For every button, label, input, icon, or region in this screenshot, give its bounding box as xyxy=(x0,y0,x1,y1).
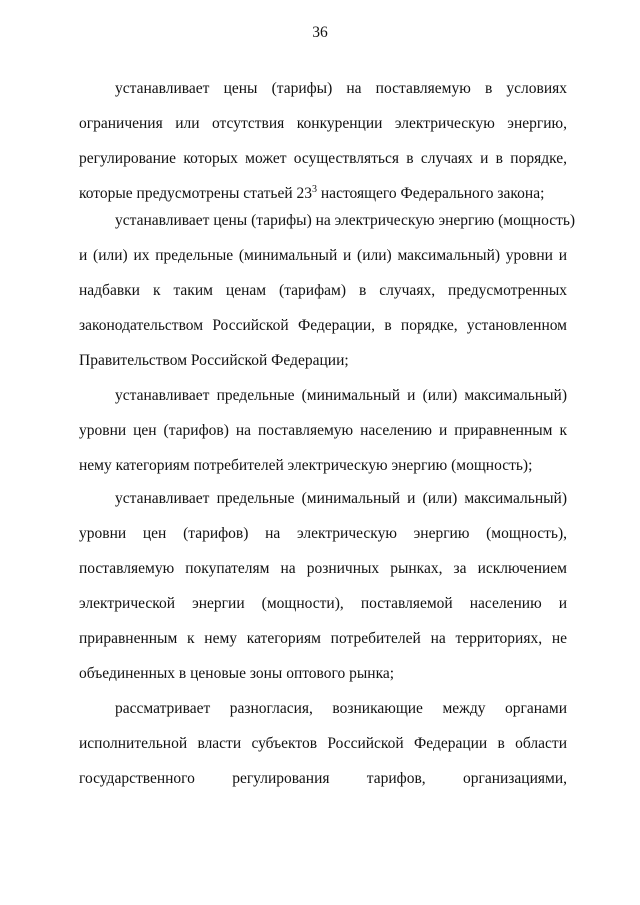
superscript: 3 xyxy=(312,184,318,195)
text-line: уровни цен (тарифов) на поставляемую населению и приравненным к xyxy=(79,422,567,439)
paragraph-5 xyxy=(79,691,567,796)
text-line: Правительством Российской Федерации; xyxy=(79,352,349,369)
text-line: нему категориям потребителей электрическую энергию (мощность); xyxy=(79,457,533,474)
text-fragment: настоящего Федерального закона; xyxy=(317,185,545,202)
text-line: объединенных в ценовые зоны оптового рынка; xyxy=(79,665,395,682)
text-line: устанавливает предельные (минимальный и (или) максимальный) xyxy=(115,387,567,404)
text-line: поставляемую покупателям на розничных рынках, за исключением xyxy=(79,560,567,577)
text-line: государственного регулирования тарифов, организациями, xyxy=(79,770,567,787)
text-line: уровни цен (тарифов) на электрическую энергию (мощность), xyxy=(79,525,567,542)
text-line: регулирование которых может осуществляться в случаях и в порядке, xyxy=(79,150,567,167)
text-line: ограничения или отсутствия конкуренции электрическую энергию, xyxy=(79,115,567,132)
text-fragment: которые предусмотрены статьей 23 xyxy=(79,185,313,202)
page-number: 36 xyxy=(312,24,328,41)
text-line: устанавливает предельные (минимальный и (или) максимальный) xyxy=(115,490,567,507)
text-line: электрической энергии (мощности), поставляемой населению и xyxy=(79,595,567,612)
text-line: законодательством Российской Федерации, в порядке, установленном xyxy=(79,317,567,334)
paragraph-4 xyxy=(79,481,567,691)
text-line: устанавливает цены (тарифы) на поставляемую в условиях xyxy=(115,80,567,97)
text-line: исполнительной власти субъектов Российской Федерации в области xyxy=(79,735,567,752)
paragraph-2 xyxy=(79,203,576,378)
text-line: приравненным к нему категориям потребителей на территориях, не xyxy=(79,630,567,647)
text-line: и (или) их предельные (минимальный и (или) максимальный) уровни и xyxy=(79,247,567,264)
paragraph-3 xyxy=(79,378,567,483)
text-line: устанавливает цены (тарифы) на электрическую энергию (мощность) xyxy=(115,212,576,229)
paragraph-1 xyxy=(79,71,567,211)
text-line: рассматривает разногласия, возникающие между органами xyxy=(115,700,567,717)
text-line: надбавки к таким ценам (тарифам) в случаях, предусмотренных xyxy=(79,282,567,299)
